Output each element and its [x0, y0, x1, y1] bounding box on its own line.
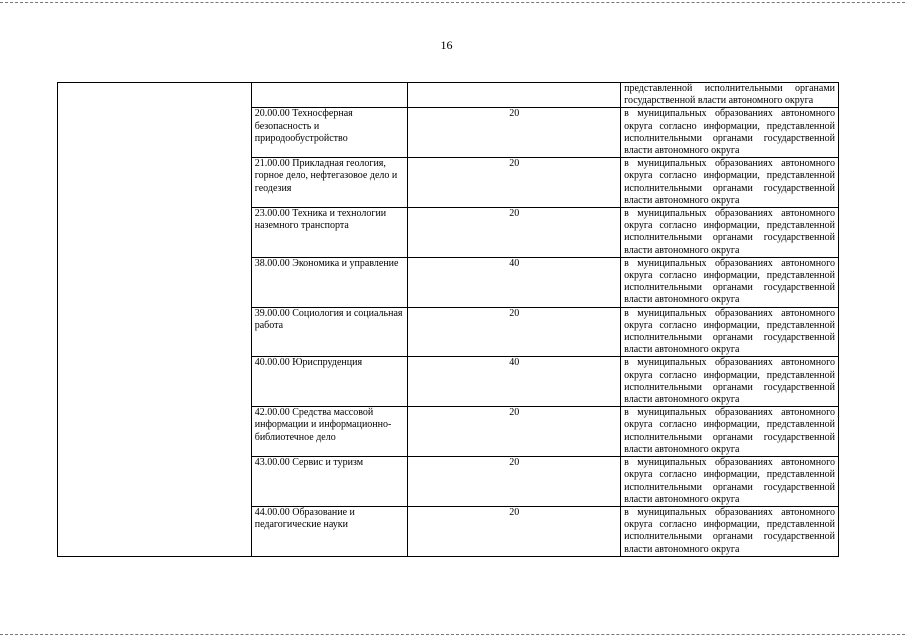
note-cell: в муниципальных образованиях автономного округа согласно информации, представленной исполнительными органами государственной власти автономного округа [621, 357, 839, 407]
specialty-cell: 43.00.00 Сервис и туризм [251, 457, 408, 507]
scan-edge-bottom [0, 634, 905, 635]
specialty-cell: 42.00.00 Средства массовой информации и информационно-библиотечное дело [251, 407, 408, 457]
merged-first-column-cell [58, 83, 252, 557]
count-cell [408, 83, 621, 108]
specialty-cell [251, 83, 408, 108]
specialty-cell: 21.00.00 Прикладная геология, горное дело, нефтегазовое дело и геодезия [251, 158, 408, 208]
scan-edge-top [0, 2, 905, 3]
table-body [58, 83, 839, 557]
table-row-continuation [58, 83, 839, 108]
count-cell: 20 [408, 457, 621, 507]
note-cell: в муниципальных образованиях автономного округа согласно информации, представленной исполнительными органами государственной власти автономного округа [621, 506, 839, 556]
scan-mark: - [837, 412, 840, 421]
note-cell: в муниципальных образованиях автономного округа согласно информации, представленной исполнительными органами государственной власти автономного округа [621, 407, 839, 457]
note-cell: в муниципальных образованиях автономного округа согласно информации, представленной исполнительными органами государственной власти автономного округа [621, 457, 839, 507]
specialty-cell: 20.00.00 Техносферная безопасность и природообустройство [251, 108, 408, 158]
note-cell: в муниципальных образованиях автономного округа согласно информации, представленной исполнительными органами государственной власти автономного округа [621, 307, 839, 357]
note-cell: в муниципальных образованиях автономного округа согласно информации, представленной исполнительными органами государственной власти автономного округа [621, 158, 839, 208]
note-cell: в муниципальных образованиях автономного округа согласно информации, представленной исполнительными органами государственной власти автономного округа [621, 257, 839, 307]
count-cell: 40 [408, 357, 621, 407]
count-cell: 20 [408, 307, 621, 357]
specialty-cell: 40.00.00 Юриспруденция [251, 357, 408, 407]
specialty-cell: 44.00.00 Образование и педагогические науки [251, 506, 408, 556]
count-cell: 20 [408, 208, 621, 258]
count-cell: 20 [408, 158, 621, 208]
note-cell: в муниципальных образованиях автономного округа согласно информации, представленной исполнительными органами государственной власти автономного округа [621, 208, 839, 258]
note-cell: в муниципальных образованиях автономного округа согласно информации, представленной исполнительными органами государственной власти автономного округа [621, 108, 839, 158]
count-cell: 20 [408, 407, 621, 457]
page-number: 16 [440, 38, 453, 52]
specialties-table [57, 82, 839, 557]
specialty-cell: 39.00.00 Социология и социальная работа [251, 307, 408, 357]
count-cell: 20 [408, 506, 621, 556]
specialty-cell: 23.00.00 Техника и технологии наземного транспорта [251, 208, 408, 258]
count-cell: 40 [408, 257, 621, 307]
specialty-cell: 38.00.00 Экономика и управление [251, 257, 408, 307]
count-cell: 20 [408, 108, 621, 158]
note-cell: представленной исполнительными органами государственной власти автономного округа [621, 83, 839, 108]
